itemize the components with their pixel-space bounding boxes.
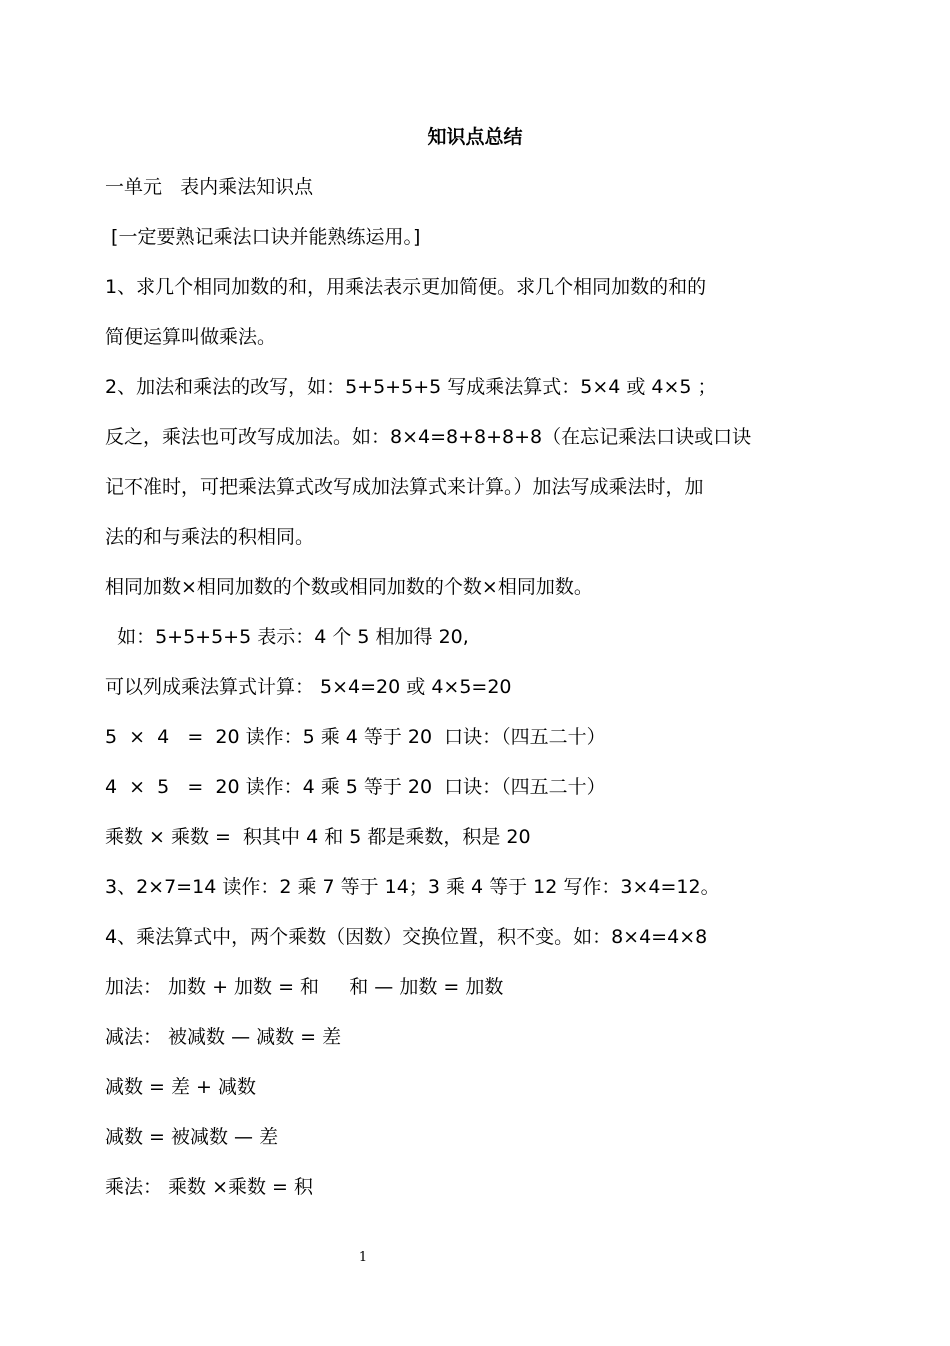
addition-rule: 加法： 加数 + 加数 = 和 和 — 加数 = 加数 [105,976,504,998]
point-2-line-1: 2、加法和乘法的改写，如：5+5+5+5 写成乘法算式：5×4 或 4×5 ； [105,376,717,398]
point-2-line-2: 反之，乘法也可改写成加法。如：8×4=8+8+8+8（在忘记乘法口诀或口诀 [105,426,752,448]
example-line: 如：5+5+5+5 表示：4 个 5 相加得 20, [105,626,469,648]
point-1-line-1: 1、求几个相同加数的和，用乘法表示更加简便。求几个相同加数的和的 [105,276,707,298]
reading-5x4: 5 × 4 = 20 读作：5 乘 4 等于 20 口诀：（四五二十） [105,726,606,748]
page-number: 1 [358,1250,368,1265]
memorize-note: [一定要熟记乘法口诀并能熟练运用。] [105,226,421,248]
point-2-line-4: 法的和与乘法的积相同。 [105,526,315,548]
page-title: 知识点总结 [427,126,523,148]
point-1-line-2: 简便运算叫做乘法。 [105,326,277,348]
factor-explanation: 乘数 × 乘数 = 积其中 4 和 5 都是乘数，积是 20 [105,826,531,848]
subtrahend-rule-1: 减数 = 差 + 减数 [105,1076,256,1098]
point-3: 3、2×7=14 读作：2 乘 7 等于 14；3 乘 4 等于 12 写作：3×4=12。 [105,876,720,898]
example-multiplication: 可以列成乘法算式计算： 5×4=20 或 4×5=20 [105,676,512,698]
subtrahend-rule-2: 减数 = 被减数 — 差 [105,1126,279,1148]
subtraction-rule: 减法： 被减数 — 减数 = 差 [105,1026,342,1048]
unit-heading: 一单元 表内乘法知识点 [105,176,314,198]
point-2-line-3: 记不准时，可把乘法算式改写成加法算式来计算。）加法写成乘法时，加 [105,476,704,498]
point-4: 4、乘法算式中，两个乘数（因数）交换位置，积不变。如：8×4=4×8 [105,926,708,948]
multiplication-rule: 乘法： 乘数 ×乘数 = 积 [105,1176,313,1198]
reading-4x5: 4 × 5 = 20 读作：4 乘 5 等于 20 口诀：（四五二十） [105,776,606,798]
formula-description: 相同加数×相同加数的个数或相同加数的个数×相同加数。 [105,576,593,598]
